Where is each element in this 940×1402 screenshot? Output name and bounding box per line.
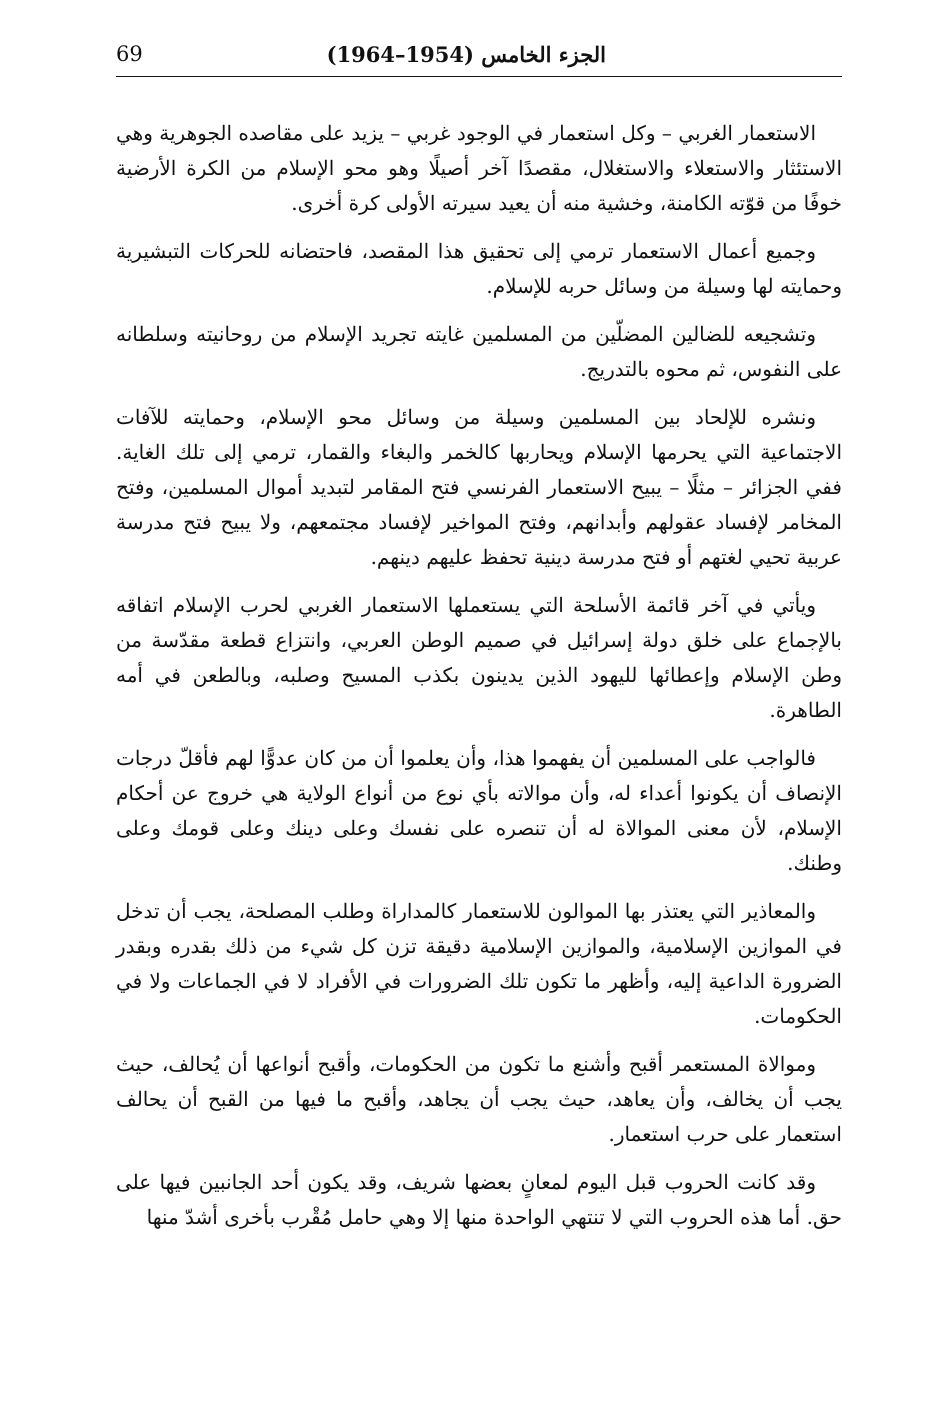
paragraph: وقد كانت الحروب قبل اليوم لمعانٍ بعضها شريف، وقد يكون أحد الجانبين فيها على حق. أما هذه الحروب التي لا تنتهي الواحدة منها إلا وهي حامل مُقْرب بأخرى أشدّ منها [116, 1170, 842, 1229]
paragraph: وجميع أعمال الاستعمار ترمي إلى تحقيق هذا المقصد، فاحتضانه للحركات التبشيرية وحمايته لها وسيلة من وسائل حربه للإسلام. [116, 239, 842, 298]
header-rule [116, 76, 842, 77]
paragraph: الاستعمار الغربي – وكل استعمار في الوجود غربي – يزيد على مقاصده الجوهرية وهي الاستئثار والاستعلاء والاستغلال، مقصدًا آخر أصيلًا وهو محو الإسلام من الكرة الأرضية خوفًا من قوّته الكامنة، وخشية منه أن يعيد سيرته الأولى كرة أخرى. [116, 121, 842, 215]
running-header [116, 40, 842, 76]
paragraph: وتشجيعه للضالين المضلّين من المسلمين غايته تجريد الإسلام من روحانيته وسلطانه على النفوس، ثم محوه بالتدريج. [116, 322, 842, 381]
page-number: 69 [116, 42, 143, 66]
body-text [116, 116, 842, 1248]
paragraph: وموالاة المستعمر أقبح وأشنع ما تكون من الحكومات، وأقبح أنواعها أن يُحالف، حيث يجب أن يخالف، وأن يعاهد، حيث يجب أن يجاهد، وأقبح ما فيها من القبح أن يحالف استعمار على حرب استعمار. [116, 1052, 842, 1146]
running-title: الجزء الخامس (1954–1964) [326, 42, 606, 67]
paragraph: فالواجب على المسلمين أن يفهموا هذا، وأن يعلموا أن من كان عدوًّا لهم فأقلّ درجات الإنصاف أن يكونوا أعداء له، وأن موالاته بأي نوع من أنواع الولاية هي خروج عن أحكام الإسلام، لأن معنى الموالاة له أن تنصره على نفسك وعلى دينك وعلى قومك وعلى وطنك. [116, 746, 842, 875]
paragraph: والمعاذير التي يعتذر بها الموالون للاستعمار كالمداراة وطلب المصلحة، يجب أن تدخل في الموازين الإسلامية، والموازين الإسلامية دقيقة تزن كل شيء من ذلك بقدره وبقدر الضرورة الداعية إليه، وأظهر ما تكون تلك الضرورات في الأفراد لا في الجماعات ولا في الحكومات. [116, 899, 842, 1028]
paragraph: ونشره للإلحاد بين المسلمين وسيلة من وسائل محو الإسلام، وحمايته للآفات الاجتماعية التي يحرمها الإسلام ويحاربها كالخمر والبغاء والقمار، ترمي إلى تلك الغاية. ففي الجزائر – مثلًا – يبيح الاستعمار الفرنسي فتح المقامر لتبديد أموال المسلمين، وفتح المخامر لإفساد عقولهم وأبدانهم، وفتح المواخير لإفساد مجتمعهم، ولا يبيح فتح مدرسة عربية تحيي لغتهم أو فتح مدرسة دينية تحفظ عليهم دينهم. [116, 405, 842, 569]
paragraph: ويأتي في آخر قائمة الأسلحة التي يستعملها الاستعمار الغربي لحرب الإسلام اتفاقه بالإجماع على خلق دولة إسرائيل في صميم الوطن العربي، وانتزاع قطعة مقدّسة من وطن الإسلام وإعطائها لليهود الذين يدينون بكذب المسيح وصلبه، وبالطعن في أمه الطاهرة. [116, 593, 842, 722]
